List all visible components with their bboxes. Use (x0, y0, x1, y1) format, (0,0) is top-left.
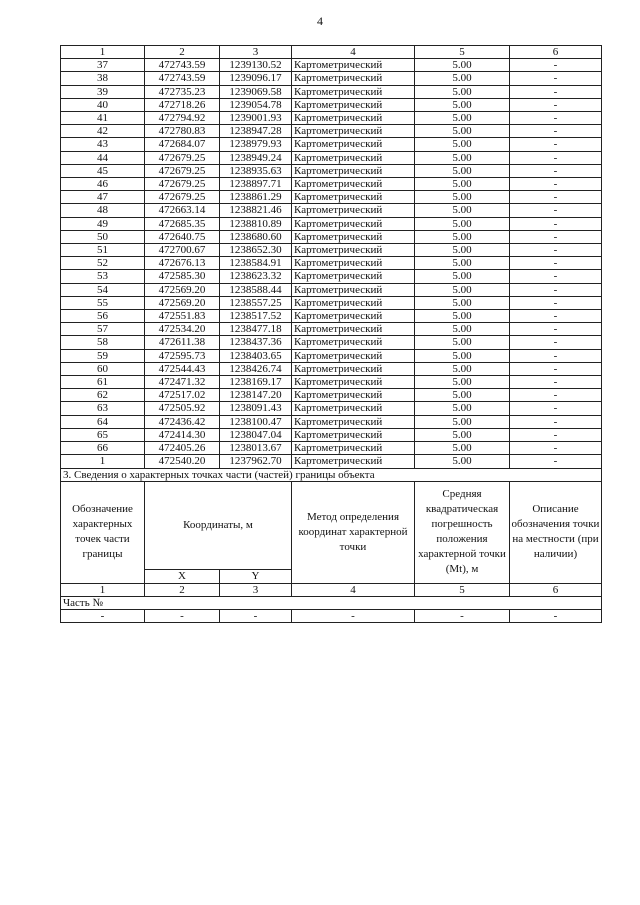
table-row (61, 217, 602, 230)
table-cell: 1238947.28 (220, 125, 292, 138)
table-cell: 472471.32 (145, 376, 220, 389)
table-cell: Картометрический (292, 376, 415, 389)
table-row (61, 349, 602, 362)
table-cell: - (510, 191, 602, 204)
table-row (61, 389, 602, 402)
col-number: 5 (415, 583, 510, 596)
table-cell: 65 (61, 428, 145, 441)
table-cell: 5.00 (415, 112, 510, 125)
table-cell: Картометрический (292, 112, 415, 125)
table-cell: 5.00 (415, 323, 510, 336)
table-cell: Картометрический (292, 415, 415, 428)
table-cell: 472436.42 (145, 415, 220, 428)
table-cell: 5.00 (415, 389, 510, 402)
table-cell: 41 (61, 112, 145, 125)
table-cell: 5.00 (415, 362, 510, 375)
table-cell: 5.00 (415, 151, 510, 164)
table-row (61, 336, 602, 349)
table-cell: 45 (61, 164, 145, 177)
table-row (61, 283, 602, 296)
table-cell: 472743.59 (145, 72, 220, 85)
table-cell: - (510, 98, 602, 111)
table-cell: Картометрический (292, 151, 415, 164)
table-cell: 5.00 (415, 376, 510, 389)
table-row (61, 442, 602, 455)
table-cell: - (510, 72, 602, 85)
table-cell: 51 (61, 244, 145, 257)
table-cell: 5.00 (415, 98, 510, 111)
col-number: 4 (292, 583, 415, 596)
table-cell: 5.00 (415, 138, 510, 151)
col-number: 6 (510, 583, 602, 596)
table-cell: - (510, 164, 602, 177)
table-cell: - (510, 376, 602, 389)
table-cell: 472684.07 (145, 138, 220, 151)
table-cell: 1239130.52 (220, 59, 292, 72)
table-cell: 472685.35 (145, 217, 220, 230)
table-cell: - (510, 244, 602, 257)
table-cell: 5.00 (415, 191, 510, 204)
table-cell: Картометрический (292, 349, 415, 362)
table-row (61, 138, 602, 151)
table-cell: - (510, 296, 602, 309)
table-row (61, 362, 602, 375)
table-cell: 1239054.78 (220, 98, 292, 111)
table-cell: - (510, 112, 602, 125)
page-number: 4 (317, 14, 323, 28)
table-row (61, 323, 602, 336)
table-cell: - (510, 59, 602, 72)
table-cell: 5.00 (415, 217, 510, 230)
table-cell: 472544.43 (145, 362, 220, 375)
table-cell: - (220, 610, 292, 623)
table-cell: 5.00 (415, 455, 510, 468)
table-cell: 5.00 (415, 336, 510, 349)
table-cell: 472679.25 (145, 151, 220, 164)
table-cell: Картометрический (292, 85, 415, 98)
table-cell: 1238557.25 (220, 296, 292, 309)
table-cell: - (510, 610, 602, 623)
table-cell: 472611.38 (145, 336, 220, 349)
table-cell: 1238100.47 (220, 415, 292, 428)
col-number: 6 (510, 46, 602, 59)
table-cell: 63 (61, 402, 145, 415)
table-row (61, 151, 602, 164)
table-row (61, 296, 602, 309)
table-cell: 42 (61, 125, 145, 138)
table-cell: 5.00 (415, 442, 510, 455)
table-cell: 1238426.74 (220, 362, 292, 375)
table-cell: Картометрический (292, 283, 415, 296)
table-cell: 472735.23 (145, 85, 220, 98)
table-cell: 472414.30 (145, 428, 220, 441)
table-cell: 1238680.60 (220, 230, 292, 243)
table-cell: Картометрический (292, 125, 415, 138)
table-cell: - (510, 204, 602, 217)
table-cell: Картометрический (292, 138, 415, 151)
table-cell: - (510, 125, 602, 138)
table-cell: - (510, 257, 602, 270)
col-number: 2 (145, 583, 220, 596)
table-cell: 1238047.04 (220, 428, 292, 441)
table-cell: Картометрический (292, 336, 415, 349)
table-row (61, 257, 602, 270)
table-cell: 5.00 (415, 257, 510, 270)
table-row (61, 191, 602, 204)
part-row (61, 596, 602, 609)
table-cell: - (510, 336, 602, 349)
table-cell: 5.00 (415, 415, 510, 428)
header-error: Средняя квадратическая погрешность положения характерной точки (Mt), м (415, 481, 510, 583)
table-cell: - (510, 323, 602, 336)
table-cell: 38 (61, 72, 145, 85)
col-number: 1 (61, 583, 145, 596)
table-cell: - (292, 610, 415, 623)
table-cell: Картометрический (292, 455, 415, 468)
table-cell: 58 (61, 336, 145, 349)
table-cell: 5.00 (415, 125, 510, 138)
table-cell: - (510, 138, 602, 151)
table-cell: - (510, 270, 602, 283)
table-cell: 472743.59 (145, 59, 220, 72)
table-cell: 5.00 (415, 204, 510, 217)
table-cell: 1237962.70 (220, 455, 292, 468)
table-cell: Картометрический (292, 178, 415, 191)
table-cell: 1238517.52 (220, 310, 292, 323)
table-cell: 60 (61, 362, 145, 375)
table-cell: 1 (61, 455, 145, 468)
table-cell: 40 (61, 98, 145, 111)
table-cell: - (510, 217, 602, 230)
table-cell: 472679.25 (145, 178, 220, 191)
table-cell: 55 (61, 296, 145, 309)
table-cell: 5.00 (415, 283, 510, 296)
table-cell: 61 (61, 376, 145, 389)
table-cell: 66 (61, 442, 145, 455)
table-cell: 1238169.17 (220, 376, 292, 389)
empty-data-row (61, 610, 602, 623)
table-row (61, 125, 602, 138)
table-cell: Картометрический (292, 296, 415, 309)
table-row (61, 112, 602, 125)
table-cell: 5.00 (415, 310, 510, 323)
header-coordinates: Координаты, м (145, 481, 292, 569)
table-row (61, 455, 602, 468)
table-cell: 472505.92 (145, 402, 220, 415)
table-cell: 1238403.65 (220, 349, 292, 362)
col-number: 5 (415, 46, 510, 59)
table-cell: Картометрический (292, 310, 415, 323)
section-header-row (61, 481, 602, 569)
table-cell: 1238935.63 (220, 164, 292, 177)
table-cell: - (510, 415, 602, 428)
table-cell: 47 (61, 191, 145, 204)
table-cell: 49 (61, 217, 145, 230)
table-cell: Картометрический (292, 442, 415, 455)
table-cell: 472569.20 (145, 283, 220, 296)
table-cell: - (510, 428, 602, 441)
table-cell: - (510, 178, 602, 191)
section-title-row (61, 468, 602, 481)
table-cell: 5.00 (415, 244, 510, 257)
table-cell: 472551.83 (145, 310, 220, 323)
table-cell: 1238147.20 (220, 389, 292, 402)
table-cell: 1238810.89 (220, 217, 292, 230)
table-cell: 1238477.18 (220, 323, 292, 336)
table-cell: 5.00 (415, 59, 510, 72)
table-cell: - (510, 455, 602, 468)
header-designation: Обозначение характерных точек части границы (61, 481, 145, 583)
table-cell: 472585.30 (145, 270, 220, 283)
table-cell: 64 (61, 415, 145, 428)
table-cell: 1238821.46 (220, 204, 292, 217)
table-row (61, 310, 602, 323)
table-cell: Картометрический (292, 257, 415, 270)
table-cell: - (145, 610, 220, 623)
table-cell: Картометрический (292, 428, 415, 441)
table-cell: 5.00 (415, 270, 510, 283)
col-number: 3 (220, 46, 292, 59)
table-cell: 5.00 (415, 349, 510, 362)
table-cell: 50 (61, 230, 145, 243)
table-cell: 1238861.29 (220, 191, 292, 204)
table-cell: 39 (61, 85, 145, 98)
table-cell: 1239069.58 (220, 85, 292, 98)
section-title: 3. Сведения о характерных точках части (частей) границы объекта (61, 468, 602, 481)
table-cell: 472679.25 (145, 164, 220, 177)
table-cell: 472676.13 (145, 257, 220, 270)
table-cell: 472700.67 (145, 244, 220, 257)
table-row (61, 85, 602, 98)
table-cell: - (61, 610, 145, 623)
table-cell: 472780.83 (145, 125, 220, 138)
table-cell: 1238091.43 (220, 402, 292, 415)
table-cell: 472595.73 (145, 349, 220, 362)
table-cell: 1239001.93 (220, 112, 292, 125)
table-cell: Картометрический (292, 270, 415, 283)
col-number: 1 (61, 46, 145, 59)
table-cell: 472794.92 (145, 112, 220, 125)
table-cell: 5.00 (415, 72, 510, 85)
table-cell: Картометрический (292, 244, 415, 257)
table-cell: Картометрический (292, 217, 415, 230)
table-cell: - (510, 230, 602, 243)
part-label: Часть № (61, 596, 602, 609)
table-cell: 62 (61, 389, 145, 402)
table-cell: 48 (61, 204, 145, 217)
table-cell: - (510, 349, 602, 362)
table-cell: Картометрический (292, 59, 415, 72)
table-cell: 472663.14 (145, 204, 220, 217)
table-cell: 1238623.32 (220, 270, 292, 283)
table-cell: 1238588.44 (220, 283, 292, 296)
header-x: X (145, 569, 220, 583)
table-cell: Картометрический (292, 204, 415, 217)
table-row (61, 376, 602, 389)
table-cell: 1238652.30 (220, 244, 292, 257)
table-row (61, 178, 602, 191)
table-cell: 1238949.24 (220, 151, 292, 164)
table-cell: 53 (61, 270, 145, 283)
table-cell: 1238584.91 (220, 257, 292, 270)
table-cell: 5.00 (415, 85, 510, 98)
col-number: 3 (220, 583, 292, 596)
table-cell: 52 (61, 257, 145, 270)
table-row (61, 428, 602, 441)
header-method: Метод определения координат характерной точки (292, 481, 415, 583)
table-cell: 5.00 (415, 178, 510, 191)
table-row (61, 98, 602, 111)
table-cell: 1238897.71 (220, 178, 292, 191)
table-cell: - (510, 151, 602, 164)
table-cell: - (510, 85, 602, 98)
table-row (61, 164, 602, 177)
table-cell: - (510, 389, 602, 402)
table-cell: 5.00 (415, 164, 510, 177)
table-cell: 5.00 (415, 296, 510, 309)
col-number: 2 (145, 46, 220, 59)
table-cell: 44 (61, 151, 145, 164)
table-cell: 59 (61, 349, 145, 362)
table-cell: 46 (61, 178, 145, 191)
table-cell: Картометрический (292, 164, 415, 177)
table-row (61, 244, 602, 257)
header-description: Описание обозначения точки на местности (при наличии) (510, 481, 602, 583)
table-cell: 472534.20 (145, 323, 220, 336)
table-cell: 57 (61, 323, 145, 336)
table-cell: - (510, 402, 602, 415)
table-row (61, 72, 602, 85)
table-row (61, 204, 602, 217)
table-cell: 5.00 (415, 402, 510, 415)
table-cell: 1238013.67 (220, 442, 292, 455)
table-cell: - (510, 442, 602, 455)
table-cell: Картометрический (292, 362, 415, 375)
table-cell: 472718.26 (145, 98, 220, 111)
table-cell: 1238979.93 (220, 138, 292, 151)
table-cell: 5.00 (415, 230, 510, 243)
table-cell: - (510, 283, 602, 296)
table-cell: 54 (61, 283, 145, 296)
table-cell: 1238437.36 (220, 336, 292, 349)
table-row (61, 59, 602, 72)
table-cell: 1239096.17 (220, 72, 292, 85)
table-cell: 472517.02 (145, 389, 220, 402)
table-cell: Картометрический (292, 230, 415, 243)
table-cell: Картометрический (292, 191, 415, 204)
table-cell: 472679.25 (145, 191, 220, 204)
header-y: Y (220, 569, 292, 583)
table-cell: - (510, 310, 602, 323)
table-row (61, 415, 602, 428)
table-row (61, 402, 602, 415)
table-row (61, 230, 602, 243)
section-column-number-row (61, 583, 602, 596)
table-cell: Картометрический (292, 402, 415, 415)
table-cell: - (510, 362, 602, 375)
table-cell: Картометрический (292, 72, 415, 85)
table-cell: 43 (61, 138, 145, 151)
table-cell: Картометрический (292, 323, 415, 336)
column-number-row (61, 46, 602, 59)
table-cell: 472569.20 (145, 296, 220, 309)
table-cell: - (415, 610, 510, 623)
col-number: 4 (292, 46, 415, 59)
boundary-points-table (60, 45, 602, 623)
table-row (61, 270, 602, 283)
table-cell: 472640.75 (145, 230, 220, 243)
table-cell: 472540.20 (145, 455, 220, 468)
table-cell: 37 (61, 59, 145, 72)
table-cell: 56 (61, 310, 145, 323)
table-cell: Картометрический (292, 98, 415, 111)
table-cell: Картометрический (292, 389, 415, 402)
table-cell: 472405.26 (145, 442, 220, 455)
table-cell: 5.00 (415, 428, 510, 441)
